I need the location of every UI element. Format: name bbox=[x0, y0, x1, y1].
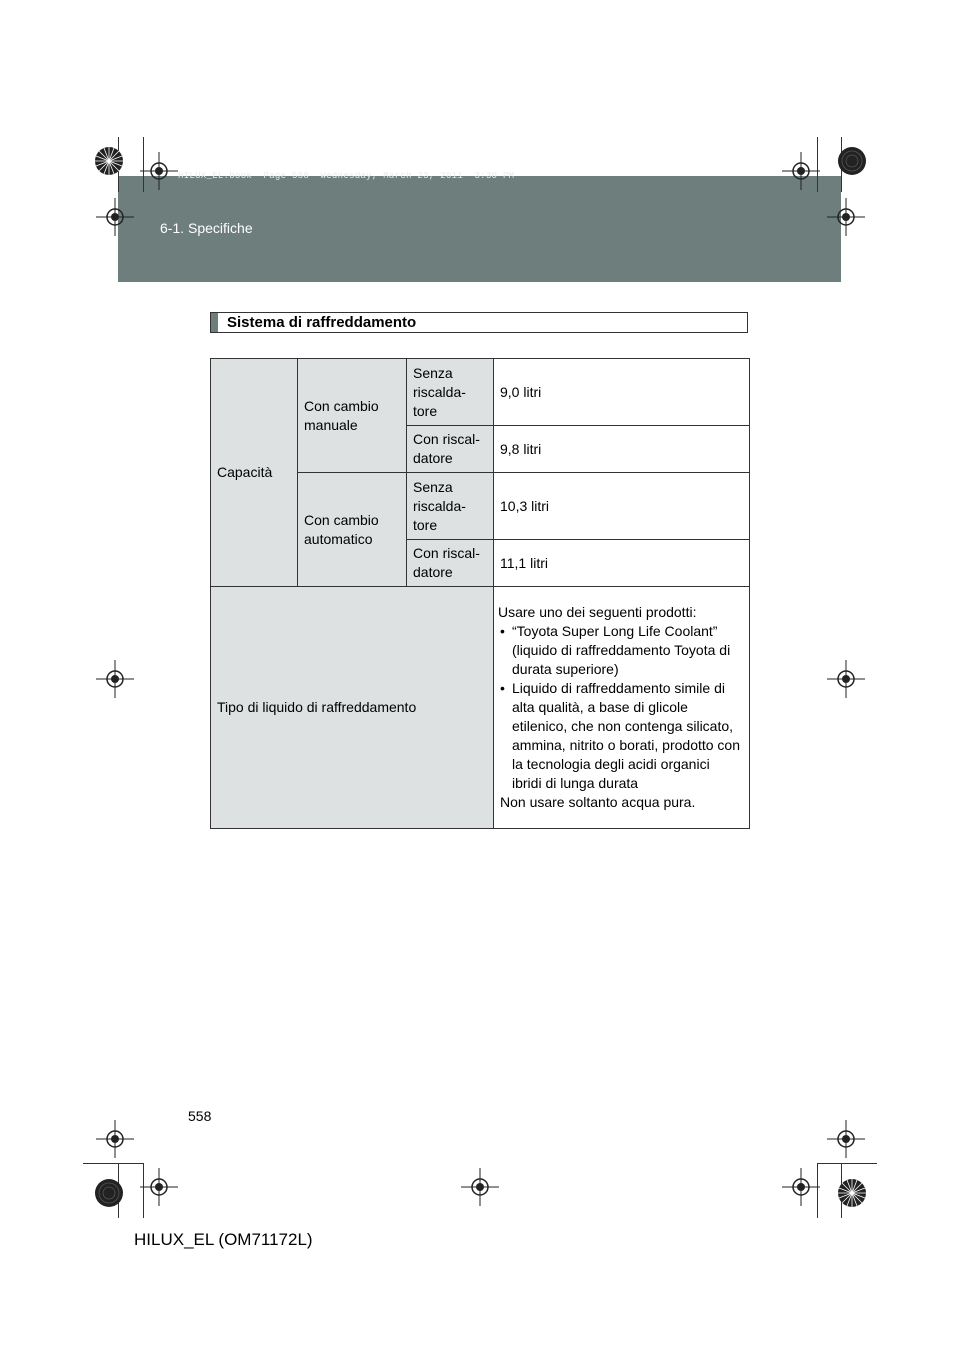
registration-mark-icon bbox=[96, 1120, 134, 1158]
coolant-note: Non usare soltanto acqua pura. bbox=[500, 794, 696, 810]
automatic-without-value: 10,3 litri bbox=[494, 473, 750, 540]
doc-code: HILUX_EL (OM71172L) bbox=[134, 1230, 313, 1249]
registration-mark-icon bbox=[96, 198, 134, 236]
registration-mark-icon bbox=[827, 198, 865, 236]
manual-label: Con cambio manuale bbox=[298, 359, 407, 473]
automatic-label: Con cambio automatico bbox=[298, 473, 407, 587]
crop-mark bbox=[817, 1163, 877, 1164]
spec-table bbox=[210, 358, 750, 829]
registration-mark-icon bbox=[782, 1168, 820, 1206]
coolant-intro: Usare uno dei seguenti prodotti: bbox=[498, 604, 697, 620]
page-number: 558 bbox=[188, 1108, 212, 1124]
without-heater-label: Senza riscalda-tore bbox=[407, 359, 494, 426]
starburst-target-icon bbox=[93, 145, 125, 177]
automatic-with-value: 11,1 litri bbox=[494, 540, 750, 587]
coolant-type-label: Tipo di liquido di raffreddamento bbox=[211, 587, 494, 829]
registration-mark-icon bbox=[782, 152, 820, 190]
starburst-target-icon bbox=[836, 145, 868, 177]
registration-mark-icon bbox=[96, 660, 134, 698]
capacity-label: Capacità bbox=[211, 359, 298, 587]
table-row bbox=[211, 359, 750, 426]
starburst-target-icon bbox=[93, 1177, 125, 1209]
section-heading bbox=[210, 312, 748, 333]
without-heater-label: Senza riscalda-tore bbox=[407, 473, 494, 540]
registration-mark-icon bbox=[140, 1168, 178, 1206]
manual-with-value: 9,8 litri bbox=[494, 426, 750, 473]
crop-mark bbox=[83, 1163, 143, 1164]
heading-accent-bar bbox=[211, 313, 218, 332]
list-item: • “Toyota Super Long Life Coolant” (liquido di raffreddamento Toyota di durata superiore) bbox=[500, 622, 743, 679]
with-heater-label: Con riscal-datore bbox=[407, 540, 494, 587]
heading-text: Sistema di raffreddamento bbox=[227, 314, 417, 331]
registration-mark-icon bbox=[140, 152, 178, 190]
registration-mark-icon bbox=[827, 1120, 865, 1158]
registration-mark-icon bbox=[461, 1168, 499, 1206]
coolant-type-value bbox=[494, 587, 750, 829]
print-info: HILUX_EL.book Page 558 Wednesday, March 23, 2011 3:30 PM bbox=[178, 171, 515, 181]
table-row bbox=[211, 587, 750, 829]
starburst-target-icon bbox=[836, 1177, 868, 1209]
manual-without-value: 9,0 litri bbox=[494, 359, 750, 426]
registration-mark-icon bbox=[827, 660, 865, 698]
coolant-list bbox=[500, 622, 743, 793]
list-item: • Liquido di raffreddamento simile di alta qualità, a base di glicole etilenico, che non contenga silicato, ammina, nitrito o borati, prodotto con la tecnologia degli acidi organici ibridi di lunga durata bbox=[500, 679, 743, 793]
with-heater-label: Con riscal-datore bbox=[407, 426, 494, 473]
section-title: 6-1. Specifiche bbox=[160, 220, 253, 236]
